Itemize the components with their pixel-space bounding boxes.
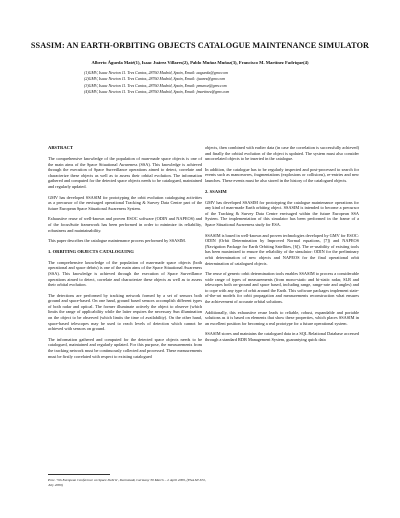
footnote: Proc. '5th European Conference on Space Debris', Darmstadt, Germany 30 March – 2 April 2009, (ESA SP-672, July 2009) — [48, 478, 206, 487]
body-paragraph: The reuse of generic orbit determination tools enables SSASIM to process a considerable wide range of types of measurements (from mono-static and bi-static radar, SLR and telescopes both on-ground and space based, including range, range-rate and angles) and to cope with any type of orbit around the Earth. This software packages implement state-of-the-art models for orbit propagation and measurements reconstruction what ensures the achievement of accurate orbital solutions. — [205, 271, 359, 305]
affiliation-line: (1)GMV, Isaac Newton 11. Tres Cantos, 28760 Madrid, Spain, Email: aagueda@gmv.com — [84, 70, 228, 75]
abstract-paragraph: Exhaustive reuse of well-known and proven ESOC software (ODIN and NAPEOS) and of the focusSuite framework has been performed in order to minimize its reliability, robustness and maintainability. — [48, 216, 202, 233]
body-paragraph: SSASIM stores and maintains the catalogued data in a SQL Relational Database accessed through a standard RDB Management System, guarantying quick data — [205, 331, 360, 343]
author-list: Alberto Águeda Maté(1), Isaac Juárez Villares(2), Pablo Muñoz Muñoz(3), Francisco M. Martínez Fadrique(4) — [91, 60, 309, 65]
body-paragraph: The detections are performed by tracking network formed by a set of sensors both ground and space-based. On one hand, ground based sensors accomplish different types of both radar and optical. The former illuminate actively the object to observe (which limits the range of applicability while the latter requires the necessary Sun illumination on the object to be observed (which limits the time of availability). On the other hand, space-based telescopes may be used to reach levels of detection which cannot be achieved with sensors on ground. — [48, 292, 202, 332]
paper-title: SSASIM: AN EARTH-ORBITING OBJECTS CATALOGUE MAINTENANCE SIMULATOR — [30, 41, 370, 50]
affiliation-line: (4)GMV, Isaac Newton 11. Tres Cantos, 28760 Madrid, Spain, Email: fmartinez@gmv.com — [84, 89, 230, 95]
body-paragraph: objects, then combined with earlier data (in case the correlation is successfully achieved) and finally the orbital evolution of the object is updated. The system must also consider uncorrelated objects to be inserted in the catalogue. — [205, 145, 359, 162]
abstract-heading: ABSTRACT — [48, 145, 74, 150]
left-column — [48, 145, 202, 364]
section-2-heading: 2. SSASIM — [205, 188, 227, 194]
body-paragraph: In addition, the catalogue has to be regularly inspected and post-processed to search for events such as manoeuvres, fragmentations (explosions or collisions), re-entries and new launches. These events must be also stored in the history of the catalogued objects. — [205, 166, 359, 183]
right-column — [205, 145, 359, 348]
body-paragraph: The comprehensive knowledge of the population of man-made space objects (both operational and space debris) is one of the main aims of the Space Situational Awareness (SSA). This knowledge is achieved through the execution of Space Surveillance operations aimed to detect, correlate and characterize these objects as well as to assess their orbital evolution. — [48, 259, 202, 288]
body-paragraph: SSASIM is based in well-known and proven technologies developed by GMV for ESOC: ODIN (Orbit Determination by Improved Normal equations, [7]) and NAPEOS (Navigation Package for Earth Orbiting Satellites, [6]). The re-usability of existing tools has been maximized to ensure the reliability of the simulator: ODIN for the preliminary orbit determination of new objects and NAPEOS for the final operational orbit determination of catalogued objects. — [205, 232, 359, 266]
section-1-heading: 1. ORBITING OBJECTS CATALOGUING — [48, 248, 134, 254]
affiliation-line: (2)GMV, Isaac Newton 11. Tres Cantos, 28760 Madrid, Spain, Email: ijuarez@gmv.com — [84, 76, 226, 82]
affiliation-line: (3)GMV, Isaac Newton 11. Tres Cantos, 28760 Madrid, Spain, Email: pmunoz@gmv.com — [84, 82, 227, 88]
affiliations — [84, 70, 324, 96]
body-paragraph: GMV has developed SSASIM for prototyping the catalogue maintenance operations for any kind of man-made Earth orbiting object. SSASIM is intended to become a precursor of the Tracking & Survey Data Centre envisaged within the future European SSA System. The implementation of this simulator has been performed in the frame of a Space Situational Awareness study for ESA. — [205, 199, 359, 227]
abstract-paragraph: GMV has developed SSASIM for prototyping the orbit evolution cataloguing activities as a precursor of the envisaged operational Tracking & Survey Data Centre part of the future European Space Situational Awareness System. — [48, 194, 202, 211]
abstract-paragraph: The comprehensive knowledge of the population of man-made space objects is one of the main aims of the Space Situational Awareness (SSA). This knowledge is achieved through the execution of Space Surveillance operations aimed to detect, correlate and characterize these objects as well as to assess their orbital evolution. The information gathered and computed for the detected space objects needs to be catalogued, maintained and regularly updated. — [48, 156, 202, 189]
footnote-divider — [48, 474, 110, 475]
abstract-paragraph: This paper describes the catalogue maintenance process performed by SSASIM. — [48, 238, 186, 244]
body-paragraph: The information gathered and computed for the detected space objects needs to be catalogued, maintained and regularly updated. For this purpose, the measurements from the tracking network must be continuously collected and processed. These measurements must be firstly correlated with respect to existing catalogued — [48, 336, 202, 359]
body-paragraph: Additionally, this exhaustive reuse leads to reliable, robust, expandable and portable solutions as it is based on elements that show these properties, which places SSASIM in an excellent position for becoming a real prototype for a future operational system. — [205, 309, 359, 326]
